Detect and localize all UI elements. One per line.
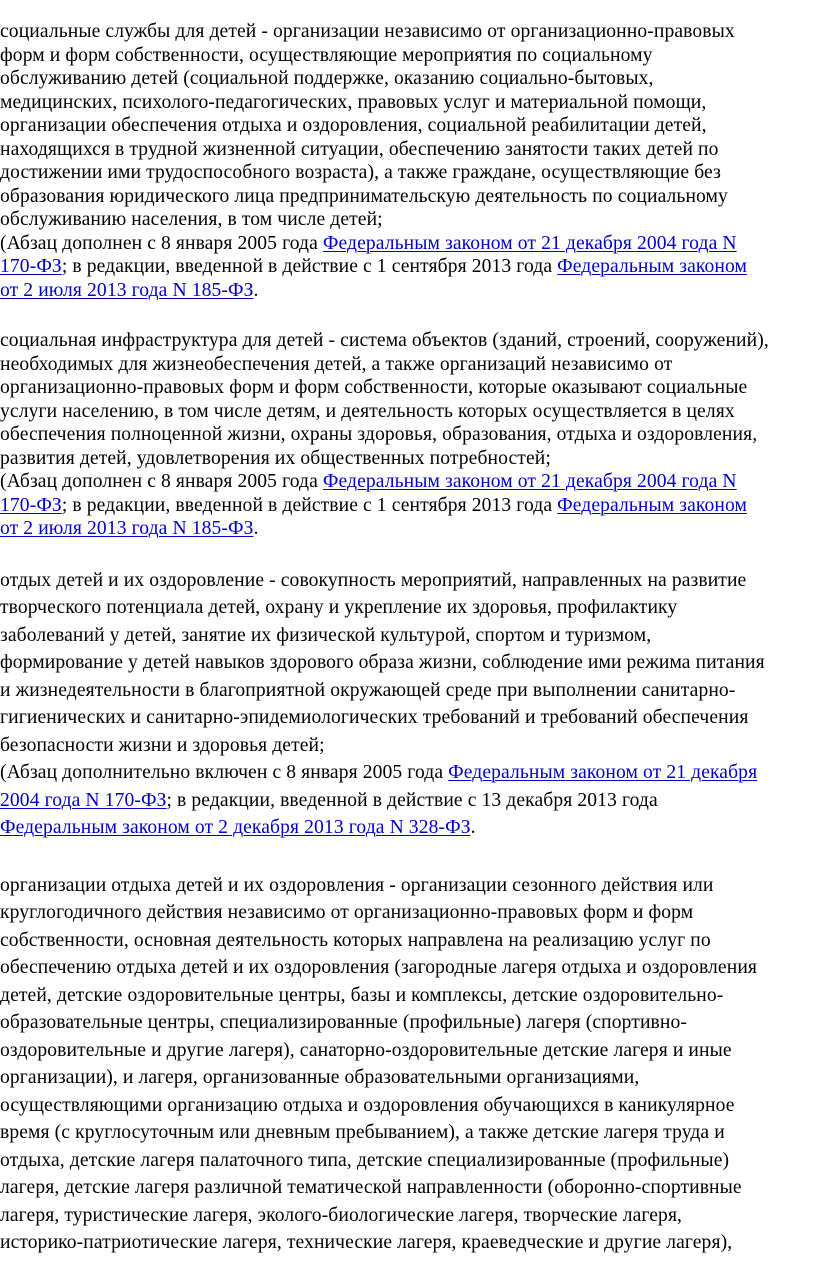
amendment-note-line — [0, 232, 814, 256]
law-link-185-fz[interactable]: Федеральным законом — [557, 494, 748, 516]
definition-children-recreation — [0, 567, 814, 842]
law-link-328-fz[interactable]: Федеральным законом от 2 декабря 2013 года N 328-ФЗ — [0, 817, 471, 838]
text-line: обслуживанию детей (социальной поддержке, оказанию социально-бытовых, — [0, 68, 654, 89]
text-line: и жизнедеятельности в благоприятной окружающей среде при выполнении санитарно- — [0, 679, 736, 701]
text-line: образования юридического лица предпринимательскую деятельность по социальному — [0, 185, 728, 207]
text-line: оздоровительные и другие лагеря), санаторно-оздоровительные детские лагеря и иные — [0, 1039, 732, 1061]
text-line: время (с круглосуточным или дневным пребыванием), а также детские лагеря труда и — [0, 1122, 725, 1143]
law-link-185-fz-date[interactable]: от 2 июля 2013 года N 185-ФЗ — [0, 518, 254, 539]
document-page — [0, 20, 814, 1257]
text-line: социальная инфраструктура для детей - система объектов (зданий, строений, сооружений), — [0, 330, 769, 351]
text-line: творческого потенциала детей, охрану и укрепление их здоровья, профилактику — [0, 597, 678, 618]
text-line: организации обеспечения отдыха и оздоровления, социальной реабилитации детей, — [0, 115, 707, 136]
note-text: . — [470, 817, 476, 838]
text-line: обеспечению отдыха детей и их оздоровления (загородные лагеря отдыха и оздоровления — [0, 957, 758, 978]
text-line: собственности, основная деятельность которых направлена на реализацию услуг по — [0, 929, 711, 951]
amendment-note-line — [0, 494, 814, 518]
text-line: организации), и лагеря, организованные образовательными организациями, — [0, 1067, 640, 1088]
law-link-170-fz-part1[interactable]: Федеральным законом от 21 декабря 2004 года N — [322, 471, 737, 492]
amendment-note-line — [0, 814, 814, 842]
text-line: организационно-правовых форм и форм собственности, которые оказывают социальные — [0, 377, 748, 398]
text-line: заболеваний у детей, занятие их физической культурой, спортом и туризмом, — [0, 624, 652, 646]
text-line: необходимых для жизнеобеспечения детей, а также организаций независимо от — [0, 353, 673, 375]
text-line: историко-патриотические лагеря, технические лагеря, краеведческие и другие лагеря), — [0, 1232, 733, 1253]
text-line: лагеря, туристические лагеря, эколого-биологические лагеря, творческие лагеря, — [0, 1204, 683, 1226]
text-line: круглогодичного действия независимо от организационно-правовых форм и форм — [0, 902, 694, 923]
text-line: осуществляющими организацию отдыха и оздоровления обучающихся в каникулярное — [0, 1094, 735, 1116]
law-link-185-fz-date[interactable]: от 2 июля 2013 года N 185-ФЗ — [0, 279, 254, 301]
amendment-note-line — [0, 787, 814, 815]
text-line: обеспечения полноценной жизни, охраны здоровья, образования, отдыха и оздоровления, — [0, 424, 758, 445]
note-text: (Абзац дополнен с 8 января 2005 года — [0, 471, 323, 492]
definition-recreation-organizations — [0, 872, 814, 1257]
text-line: лагеря, детские лагеря различной тематической направленности (оборонно-спортивные — [0, 1177, 742, 1198]
amendment-note-line — [0, 279, 814, 303]
text-line: формирование у детей навыков здорового образа жизни, соблюдение ими режима питания — [0, 652, 765, 673]
amendment-note-line — [0, 470, 814, 494]
text-line: детей, детские оздоровительные центры, базы и комплексы, детские оздоровительно- — [0, 984, 724, 1006]
note-text: ; в редакции, введенной в действие с 1 сентября 2013 года — [61, 256, 558, 277]
note-text: (Абзац дополнительно включен с 8 января 2005 года — [0, 762, 449, 783]
text-line: социальные службы для детей - организации независимо от организационно-правовых — [0, 21, 735, 42]
text-line: образовательные центры, специализированные (профильные) лагеря (спортивно- — [0, 1012, 688, 1033]
note-text: ; в редакции, введенной в действие с 13 декабря 2013 года — [166, 789, 658, 811]
note-text: . — [253, 518, 259, 539]
note-text: (Абзац дополнен с 8 января 2005 года — [0, 232, 323, 254]
text-line: развития детей, удовлетворения их общественных потребностей; — [0, 447, 551, 469]
law-link-185-fz-part1[interactable]: Федеральным законом от 21 декабря 2004 года N — [322, 232, 737, 254]
note-text: . — [253, 279, 259, 301]
definition-social-services — [0, 20, 814, 302]
amendment-note-line — [0, 255, 814, 279]
text-line: форм и форм собственности, осуществляющие мероприятия по социальному — [0, 44, 653, 66]
text-line: услуги населению, в том числе детям, и деятельность которых осуществляется в целях — [0, 400, 735, 422]
text-line: безопасности жизни и здоровья детей; — [0, 734, 325, 756]
text-line: отдыха, детские лагеря палаточного типа, детские специализированные (профильные) — [0, 1149, 730, 1171]
text-line: находящихся в трудной жизненной ситуации, обеспечению занятости таких детей по — [0, 138, 719, 160]
text-line: достижении ими трудоспособного возраста), а также граждане, осуществляющие без — [0, 162, 721, 183]
note-text: ; в редакции, введенной в действие с 1 сентября 2013 года — [61, 494, 558, 516]
amendment-note-line — [0, 759, 814, 787]
text-line: отдых детей и их оздоровление - совокупность мероприятий, направленных на развитие — [0, 569, 747, 591]
law-link-170-fz[interactable]: 2004 года N 170-ФЗ — [0, 789, 167, 811]
text-line: медицинских, психолого-педагогических, правовых услуг и материальной помощи, — [0, 91, 707, 113]
text-line: обслуживанию населения, в том числе детей; — [0, 209, 383, 230]
law-link-170-fz[interactable]: 170-ФЗ — [0, 494, 62, 516]
law-link-170-fz[interactable]: 170-ФЗ — [0, 256, 62, 277]
law-link-170-fz-part1[interactable]: Федеральным законом от 21 декабря — [448, 762, 758, 783]
definition-social-infrastructure — [0, 329, 814, 541]
law-link-185-fz[interactable]: Федеральным законом — [557, 256, 748, 277]
text-line: гигиенических и санитарно-эпидемиологических требований и требований обеспечения — [0, 707, 749, 728]
amendment-note-line — [0, 517, 814, 541]
text-line: организации отдыха детей и их оздоровления - организации сезонного действия или — [0, 874, 714, 896]
